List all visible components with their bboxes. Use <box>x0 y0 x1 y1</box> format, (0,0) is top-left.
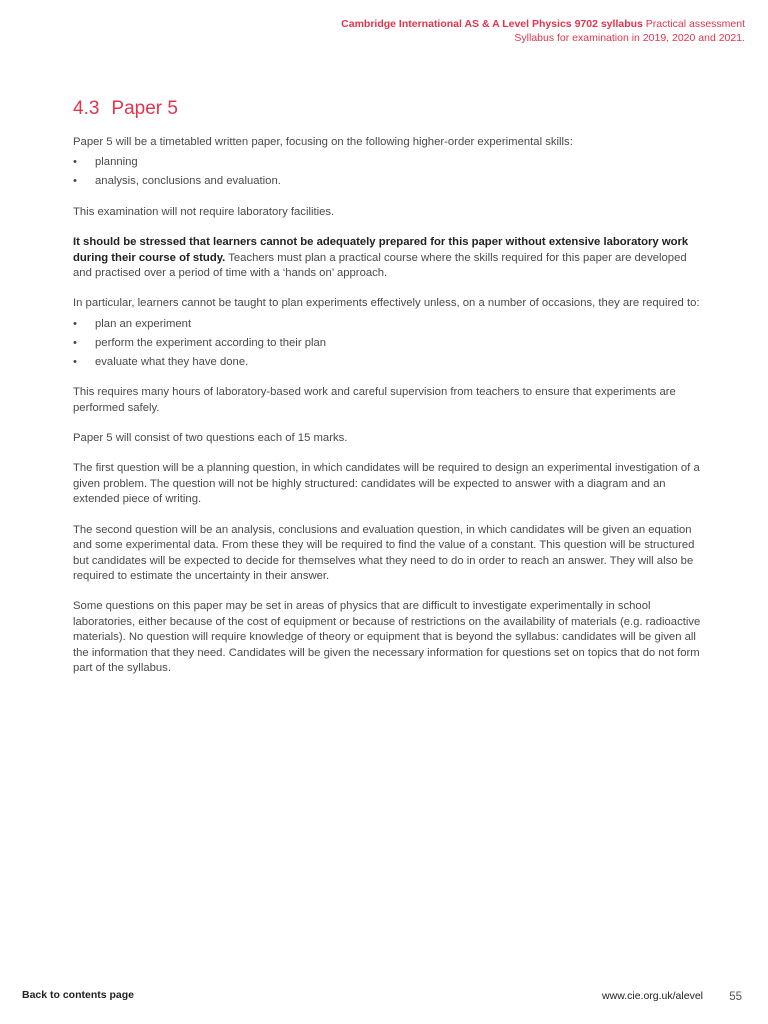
body-content <box>73 135 701 691</box>
list-item <box>73 155 701 170</box>
paragraph: This requires many hours of laboratory-based work and careful supervision from teachers to ensure that experiments are performed safely. <box>73 386 676 414</box>
list-item <box>73 174 701 189</box>
page-header <box>341 17 745 45</box>
section-number: 4.3 <box>73 98 100 119</box>
skills-list <box>73 155 701 189</box>
bullet-icon: • <box>73 355 77 368</box>
paragraph: In particular, learners cannot be taught to plan experiments effectively unless, on a number of occasions, they are required to: <box>73 297 700 310</box>
bullet-icon: • <box>73 175 77 188</box>
paragraph: Some questions on this paper may be set in areas of physics that are difficult to investigate experimentally in school laboratories, either because of the cost of equipment or because of restrictions on the availability of materials (e.g. radioactive materials). No question will require knowledge of theory or equipment that is beyond the syllabus: candidates will be given all the information that they need. Candidates will be given the necessary information for questions set on topics that do not form part of the syllabus. <box>73 600 701 674</box>
syllabus-subtitle: Syllabus for examination in 2019, 2020 and 2021. <box>514 32 745 44</box>
list-item <box>73 317 701 332</box>
paragraph: The first question will be a planning question, in which candidates will be required to design an experimental investigation of a given problem. The question will not be highly structured: candidates will be expected to answer with a diagram and an extended piece of writing. <box>73 462 700 506</box>
paragraph: The second question will be an analysis, conclusions and evaluation question, in which candidates will be given an equation and some experimental data. From these they will be required to find the value of a constant. This question will be structured but candidates will be expected to decide for themselves what they need to do in order to reach an answer. They will also be required to estimate the uncertainty in their answer. <box>73 523 695 582</box>
list-item-text: perform the experiment according to their plan <box>95 336 327 349</box>
website-link[interactable]: www.cie.org.uk/alevel <box>602 990 703 1002</box>
paragraph: This examination will not require laboratory facilities. <box>73 205 335 218</box>
list-item <box>73 355 701 370</box>
paragraph: Paper 5 will be a timetabled written paper, focusing on the following higher-order experimental skills: <box>73 136 573 148</box>
header-section-name: Practical assessment <box>645 18 745 30</box>
section-title: Paper 5 <box>111 98 178 119</box>
list-item-text: evaluate what they have done. <box>95 355 249 368</box>
syllabus-title: Cambridge International AS & A Level Physics 9702 syllabus <box>341 18 643 30</box>
paragraph <box>73 235 701 281</box>
list-item <box>73 336 701 351</box>
list-item-text: analysis, conclusions and evaluation. <box>95 175 281 188</box>
emphasis-text: It should be stressed that learners cannot be adequately prepared for this paper without extensive laboratory work during their course of study. <box>73 236 689 264</box>
page-number: 55 <box>729 991 742 1003</box>
back-to-contents-link[interactable]: Back to contents page <box>22 989 135 1001</box>
bullet-icon: • <box>73 156 77 169</box>
paragraph: Paper 5 will consist of two questions each of 15 marks. <box>73 432 348 445</box>
paragraph-text: Teachers must plan a practical course where the skills required for this paper are developed and practised over a period of time with a ‘hands on’ approach. <box>73 251 687 280</box>
bullet-icon: • <box>73 336 77 349</box>
list-item-text: plan an experiment <box>95 317 192 330</box>
section-heading <box>73 98 178 120</box>
list-item-text: planning <box>95 156 138 169</box>
requirements-list <box>73 317 701 370</box>
bullet-icon: • <box>73 317 77 330</box>
